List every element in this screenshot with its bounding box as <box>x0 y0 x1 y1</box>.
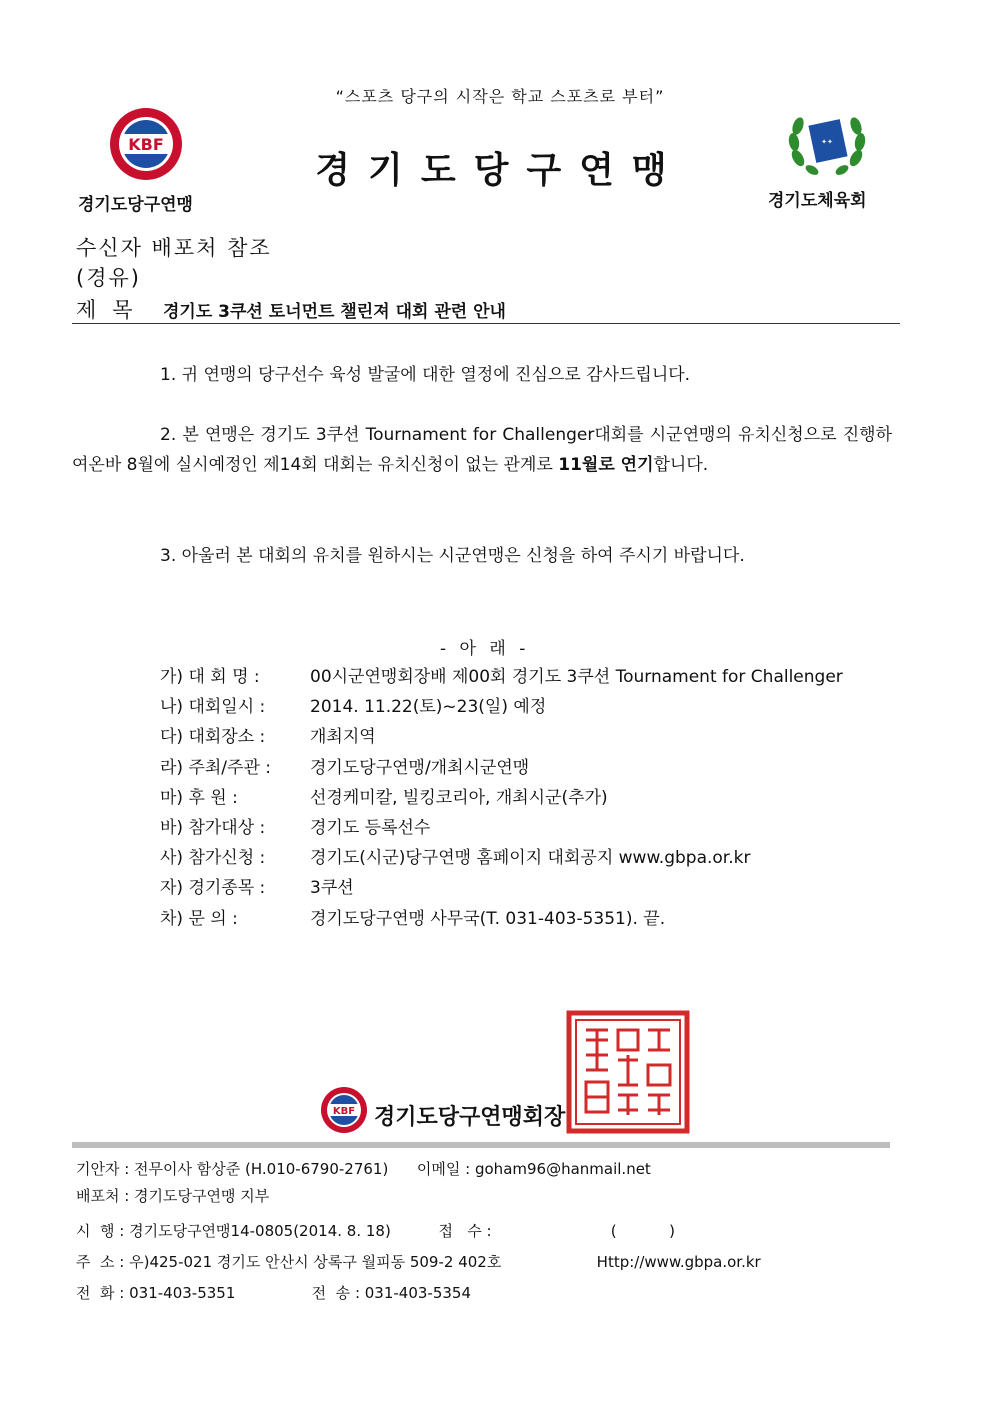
svg-text:✦✦: ✦✦ <box>821 138 833 146</box>
list-item: 자) 경기종목 : 3쿠션 <box>160 878 354 899</box>
paragraph-2 <box>72 420 892 480</box>
detail-list <box>160 662 860 934</box>
sports-council-logo-icon <box>786 104 868 180</box>
footer-drafter: 기안자 : 전무이사 함상준 (H.010-6790-2761) 이메일 : goham96@hanmail.net <box>76 1160 651 1178</box>
notice-heading: - 아 래 - <box>440 639 530 659</box>
footer-address: 주 소 : 우)425-021 경기도 안산시 상록구 월피동 509-2 402호 Http://www.gbpa.or.kr <box>76 1253 761 1271</box>
page-title: 경기도당구연맹 <box>315 150 685 191</box>
paragraph-1: 1. 귀 연맹의 당구선수 육성 발굴에 대한 열정에 진심으로 감사드립니다. <box>160 365 691 385</box>
paragraph-2-emphasis: 11월로 연기 <box>558 455 654 475</box>
list-item: 사) 참가신청 : 경기도(시군)당구연맹 홈페이지 대회공지 www.gbpa.or.kr <box>160 848 751 869</box>
list-item: 차) 문 의 : 경기도당구연맹 사무국(T. 031-403-5351). 끝. <box>160 908 666 929</box>
subject-text: 경기도 3쿠션 토너먼트 챌린져 대회 관련 안내 <box>163 302 506 322</box>
subject-label: 제목 <box>76 298 149 322</box>
official-seal-icon <box>566 1010 690 1134</box>
left-logo-caption: 경기도당구연맹 <box>78 195 193 215</box>
kbf-small-logo-icon <box>320 1086 368 1134</box>
footer-phone: 전 화 : 031-403-5351 전 송 : 031-403-5354 <box>76 1284 472 1302</box>
footer-distribution: 배포처 : 경기도당구연맹 지부 <box>76 1187 270 1205</box>
list-item: 나) 대회일시 : 2014. 11.22(토)~23(일) 예정 <box>160 697 547 718</box>
list-item: 바) 참가대상 : 경기도 등록선수 <box>160 818 431 839</box>
recipient-line: 수신자 배포처 참조 <box>76 236 272 260</box>
right-logo-caption: 경기도체육회 <box>768 191 867 211</box>
paragraph-2-text: 2. 본 연맹은 경기도 3쿠션 Tournament for Challenger대회를 시군연맹의 유치신청으로 진행하여온바 8월에 실시예정인 제14회 대회는 유치신청이 없는 관계로 <box>72 425 892 475</box>
footer-enforce: 시 행 : 경기도당구연맹14-0805(2014. 8. 18) 접 수 : ( ) <box>76 1222 675 1240</box>
list-item: 가) 대 회 명 : 00시군연맹회장배 제00회 경기도 3쿠션 Tournament for Challenger <box>160 667 843 687</box>
svg-text:KBF: KBF <box>332 1106 356 1117</box>
signature-text: 경기도당구연맹회장 <box>374 1105 566 1130</box>
paragraph-3: 3. 아울러 본 대회의 유치를 원하시는 시군연맹은 신청을 하여 주시기 바랍니다. <box>160 546 745 566</box>
via-line: (경유) <box>76 266 141 290</box>
list-item: 마) 후 원 : 선경케미칼, 빌킹코리아, 개최시군(추가) <box>160 787 608 808</box>
slogan: “스포츠 당구의 시작은 학교 스포츠로 부터” <box>335 87 665 106</box>
footer-divider <box>72 1142 890 1148</box>
svg-text:KBF: KBF <box>128 135 164 154</box>
paragraph-2-end: 합니다. <box>653 455 709 475</box>
list-item: 다) 대회장소 : 개최지역 <box>160 727 376 748</box>
header-divider <box>72 323 900 324</box>
list-item: 라) 주최/주관 : 경기도당구연맹/개최시군연맹 <box>160 757 530 778</box>
